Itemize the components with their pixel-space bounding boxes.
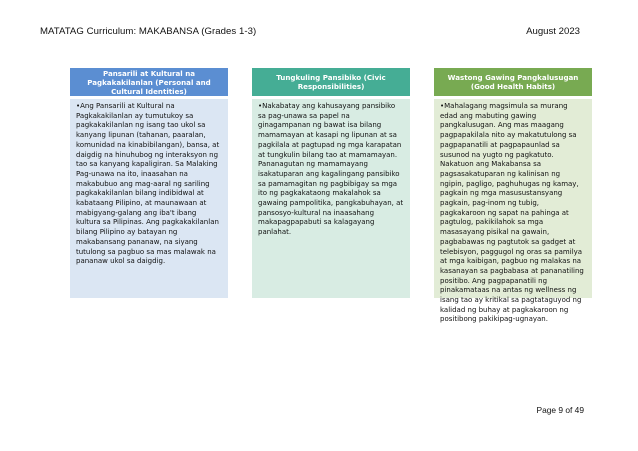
column-body — [70, 99, 228, 298]
document-header-title: MATATAG Curriculum: MAKABANSA (Grades 1-3) — [40, 26, 257, 37]
column-body — [252, 99, 410, 298]
column-text: •Ang Pansarili at Kultural na Pagkakakilanlan ay tumutukoy sa pagkakakilanlan ng isang tao ukol sa kanyang lipunan (tahanan, paaralan, komunidad na kinabibilangan), bansa, at daigdig na hinuhubog ng interaksyon ng tao sa kanyang kapaligiran. Sa Malaking Pag-unawa na ito, inaasahan na makabubuo ang mag-aaral ng sariling pagkakakilanlan bilang indibidwal at kabataang Pilipino, at maunawaan at mabigyang-galang ang iba't ibang kultura sa Pilipinas. Ang pagkakakilanlan bilang Pilipino ay batayan ng makabansang pananaw, na siyang tutulong sa pagbuo sa mas malawak na pananaw ukol sa daigdig. — [76, 102, 220, 266]
column-personal-cultural-identities — [70, 68, 228, 298]
column-civic-responsibilities — [252, 68, 410, 298]
column-heading: Wastong Gawing Pangkalusugan (Good Health Habits) — [434, 68, 592, 96]
page-number: Page 9 of 49 — [536, 405, 584, 415]
column-body — [434, 99, 592, 324]
column-text: •Nakabatay ang kahusayang pansibiko sa pag-unawa sa papel na ginagampanan ng bawat isa bilang mamamayan at kasapi ng lipunan at sa pagkilala at pagtupad ng mga karapatan at tungkulin bilang tao at mamamayan. Pananagutan ng mamamayang isakatuparan ang kagalingang pansibiko sa pamamagitan ng pagbibigay sa mga ito ng pagkakataong makalahok sa gawaing pampolitika, pangkabuhayan, at pansosyo-kultural na inaasahang makapagpapabuti sa kalagayang panlahat. — [258, 102, 404, 237]
document-header-date: August 2023 — [526, 26, 580, 37]
column-good-health-habits — [434, 68, 592, 324]
column-text: •Mahalagang magsimula sa murang edad ang mabuting gawing pangkalusugan. Ang mas maagang pagpapakilala nito ay makatutulong sa pagpapanatili at pagpapaunlad sa susunod na yugto ng pagkatuto. Nakatuon ang Makabansa sa pagsasakatuparan ng kalinisan ng ngipin, pagligo, paghuhugas ng kamay, pagkain ng mga masusustansyang pagkain, pag-inom ng tubig, pagkakaroon ng sapat na pahinga at pagtulog, pakikilahok sa mga masasayang pisikal na gawain, pagbabawas ng pagtutok sa gadget at telebisyon, paggugol ng oras sa pamilya at mga kaibigan, pagbuo ng malakas na kasanayan sa pagbabasa at pananatiling positibo. Ang pagpapanatili ng pinakamataas na antas ng wellness ng isang tao ay kritikal sa pagtataguyod ng kalidad ng buhay at pagkakaroon ng positibong pakikipag-ugnayan. — [440, 102, 584, 324]
column-heading: Pansarili at Kultural na Pagkakakilanlan (Personal and Cultural Identities) — [70, 68, 228, 96]
column-heading: Tungkuling Pansibiko (Civic Responsibilities) — [252, 68, 410, 96]
